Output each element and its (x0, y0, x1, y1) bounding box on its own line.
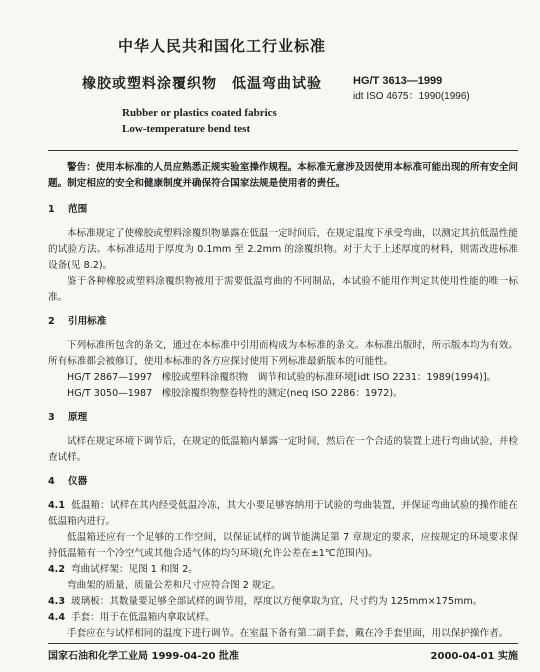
org-standard-title: 中华人民共和国化工行业标准 (118, 37, 327, 55)
section-number: 1 (48, 204, 55, 215)
top-rule (48, 150, 518, 151)
clause-number: 4.3 (48, 596, 65, 607)
section-2-heading (48, 314, 518, 330)
clause-4-4-para-2: 手套应在与试样相同的温度下进行调节。在室温下备有第二副手套，戴在冷手套里面，用以保护操作者。 (67, 628, 509, 639)
clause-4-1 (48, 498, 518, 530)
bottom-rule (48, 643, 518, 644)
reference-2: HG/T 3050—1987 橡胶涂覆织物整卷特性的测定(neq ISO 2286：1972)。 (67, 388, 403, 399)
title-en-line2: Low-temperature bend test (122, 123, 251, 135)
section-title: 范围 (68, 204, 88, 215)
section-3-para-1: 试样在规定环境下调节后，在规定的低温箱内暴露一定时间，然后在一个合适的装置上进行弯曲试验，并检查试样。 (48, 436, 518, 463)
section-2-para-1: 下列标准所包含的条文，通过在本标准中引用而构成为本标准的条文。本标准出版时，所示版本均为有效。所有标准都会被修订，使用本标准的各方应探讨使用下列标准最新版本的可能性。 (48, 340, 518, 367)
standard-number-block (353, 73, 470, 105)
clause-4-1-para-2: 低温箱还应有一个足够的工作空间，以保证试样的调节能满足第 7 章规定的要求，应按规定的环境要求保持低温箱有一个冷空气或其他合适气体的均匀环境(允许公差在±1℃范围内)。 (48, 532, 518, 559)
section-4-heading (48, 474, 518, 490)
clause-4-2 (48, 562, 518, 578)
section-number: 4 (48, 476, 55, 487)
clause-4-4 (48, 610, 518, 626)
section-number: 2 (48, 316, 55, 327)
approval-info: 国家石油和化学工业局 1999-04-20 批准 (48, 651, 239, 662)
clause-number: 4.2 (48, 564, 65, 575)
document-title-en (122, 105, 277, 137)
section-1-para-2: 鉴于各种橡胶或塑料涂覆织物被用于需要低温弯曲的不同制品，本试验不能用作判定其使用性能的唯一标准。 (48, 276, 518, 303)
section-title: 仪器 (68, 476, 88, 487)
standard-code: HG/T 3613—1999 (353, 75, 443, 87)
clause-4-3 (48, 594, 518, 610)
document-body (48, 160, 518, 642)
section-3-heading (48, 410, 518, 426)
section-1-para-1: 本标准规定了使橡胶或塑料涂覆织物暴露在低温一定时间后，在规定温度下承受弯曲，以测定其抗低温性能的试验方法。本标准适用于厚度为 0.1mm 至 2.2mm 的涂覆织物。对于大于上述厚度的材料，则需改进标准设备(见 8.2)。 (48, 228, 518, 271)
section-title: 引用标准 (68, 316, 107, 327)
clause-number: 4.1 (48, 500, 65, 511)
clause-text: 玻璃板：其数量要足够全部试样的调节用，厚度以方便拿取为宜，尺寸约为 125mm×175mm。 (71, 596, 483, 607)
clause-text: 弯曲试样架：见图 1 和图 2。 (71, 564, 198, 575)
section-1-heading (48, 202, 518, 218)
section-number: 3 (48, 412, 55, 423)
clause-text: 低温箱：试样在其内经受低温冷冻，其大小要足够容纳用于试验的弯曲装置，并保证弯曲试验的操作能在低温箱内进行。 (48, 500, 518, 527)
clause-number: 4.4 (48, 612, 65, 623)
clause-4-2-para-2: 弯曲架的质量、质量公差和尺寸应符合图 2 规定。 (67, 580, 281, 591)
clause-text: 手套：用于在低温箱内拿取试样。 (71, 612, 215, 623)
reference-1: HG/T 2867—1997 橡胶或塑料涂覆织物 调节和试验的标准环境[idt ISO 2231：1989(1994)]。 (67, 372, 497, 383)
document-title-cn: 橡胶或塑料涂覆织物 低温弯曲试验 (82, 76, 322, 92)
section-title: 原理 (68, 412, 88, 423)
title-en-line1: Rubber or plastics coated fabrics (122, 107, 277, 119)
idt-reference: idt ISO 4675：1990(1996) (353, 91, 470, 102)
warning-paragraph: 警告：使用本标准的人员应熟悉正规实验室操作规程。本标准无意涉及因使用本标准可能出现的所有安全问题。制定相应的安全和健康制度并确保符合国家法规是使用者的责任。 (48, 162, 518, 189)
effective-date: 2000-04-01 实施 (430, 651, 518, 662)
